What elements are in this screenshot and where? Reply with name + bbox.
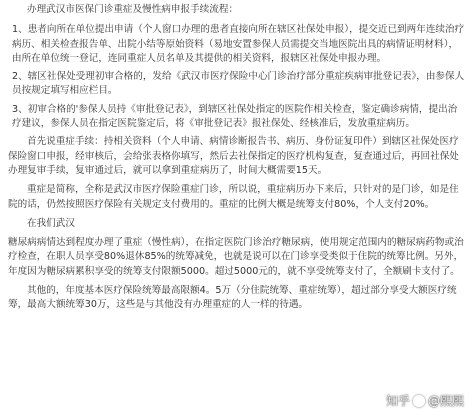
zhihu-watermark [386, 394, 464, 408]
step-1-paragraph: 1、患者向所在单位提出申请（个人窗口办理的患者直接向所在辖区社保处申报），提交近已到两年连续治疗病历、相关检查报告单、出院小结等原始资料（易地安置参保人员需提交当地医院出具的病情证明材料），由所在单位统一登记，连同重症人员名单及其提供的相关资料，报辖区社保处申报办理。 [12, 24, 465, 64]
watermark-author: @熙熙 [427, 393, 464, 408]
other-coverage-paragraph: 其他的，年度基本医疗保险统筹最高限额4。5万（分住院统筹、重症统筹），超过部分享受大额医疗统筹，最高大额统筹30万，这些是与其他没有办理重症的人一样的待遇。 [8, 285, 457, 311]
watermark-circle-icon [413, 395, 425, 407]
severe-illness-definition-paragraph: 重症是简称，全称是武汉市医疗保险重症门诊，所以说，重症病历办下来后，只针对的是门诊，如是住院的话，仍然按照医疗保险有关规定支付费用的。重症的比例大概是统筹支付80%，个人支付20%。 [8, 184, 459, 210]
diabetes-paragraph: 糖尿病病情达到程度办理了重症（慢性病），在指定医院门诊治疗糖尿病，使用规定范围内的糖尿病药物或治疗检查，在职人员享受80%退休85%的统筹减免，也就是说可以在门诊享受类似于住院的统筹比例。另外，年度因为糖尿病累积享受的统筹支付限额5000。超过5000元的，就不享受统筹支付了，全额刷卡支付了。 [8, 237, 464, 277]
procedure-summary-paragraph: 首先说重症手续：持相关资料（个人申请、病情诊断报告书、病历、身份证复印件）到辖区社保处医疗保险窗口申报，经审核后，会给张表格你填写，然后去社保指定的医疗机构复查，复查通过后，再回社保处办理复审手续，复审通过后，就可以拿到重症病历了，时间大概需要15天。 [8, 136, 459, 176]
procedure-heading: 办理武汉市医保门诊重症及慢性病申报手续流程： [27, 4, 239, 15]
wuhan-intro-line: 在我们武汉 [27, 217, 75, 229]
watermark-brand: 知乎 [385, 393, 410, 408]
step-3-paragraph: 3、初审合格的'参保人员持《审批登记表》，到辖区社保处指定的医院作相关检查，鉴定确诊病情，提出治疗建议，参保人员在指定医院鉴定后，将《审批登记表》报社保处、经核准后，发放重症病历。 [12, 103, 458, 130]
step-2-paragraph: 2、辖区社保处受理初审合格的，发给《武汉市医疗保险中心门诊治疗部分重症疾病审批登记表》，由参保人员按规定填写相应栏目。 [12, 71, 465, 97]
